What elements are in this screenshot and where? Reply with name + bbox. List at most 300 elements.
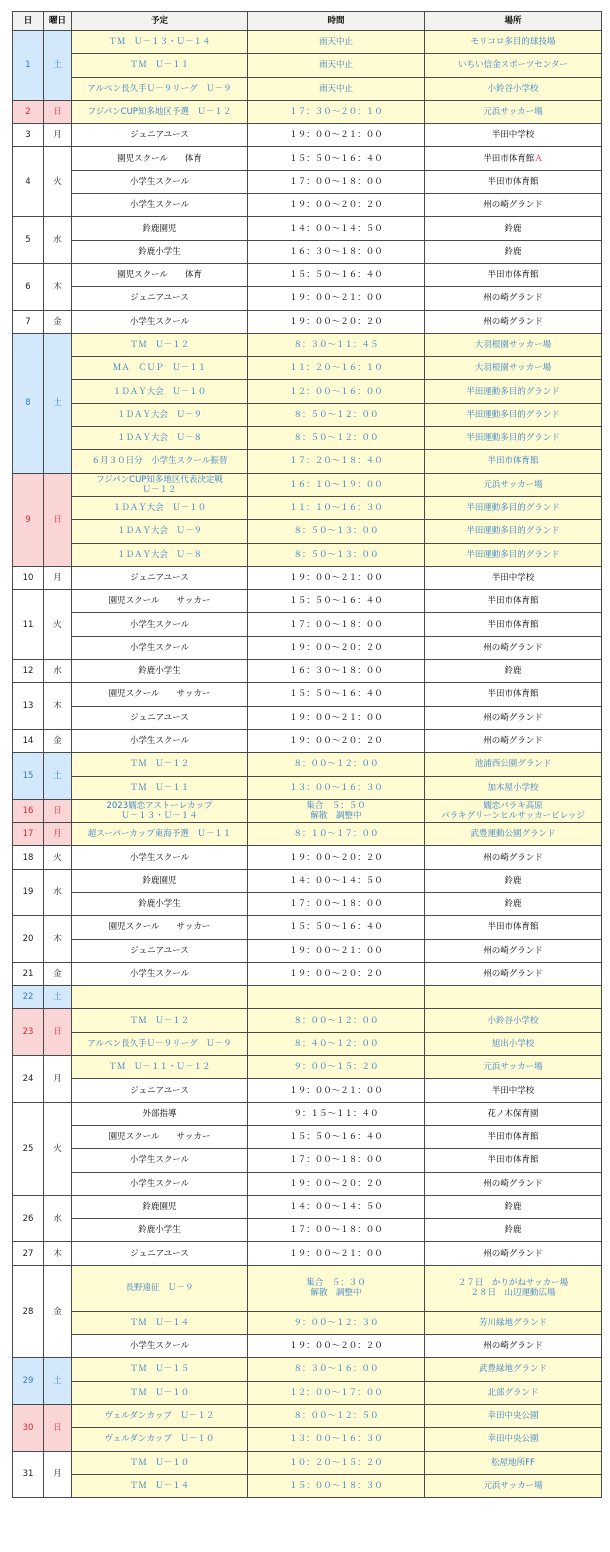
table-row bbox=[13, 240, 602, 263]
weekday-cell: 水 bbox=[44, 1195, 72, 1242]
event-time: １１：１０～１６：３０ bbox=[248, 496, 425, 519]
event-place: 加木屋小学校 bbox=[425, 776, 602, 799]
event-place: 州の崎グランド bbox=[425, 1242, 602, 1265]
table-row bbox=[13, 823, 602, 846]
event-place: 半田市体育館 bbox=[425, 263, 602, 286]
table-row bbox=[13, 1009, 602, 1032]
event-plan: ジュニアユース bbox=[72, 706, 248, 729]
event-plan: 鈴鹿小学生 bbox=[72, 240, 248, 263]
event-place: 半田中学校 bbox=[425, 1079, 602, 1102]
table-row bbox=[13, 939, 602, 962]
event-time: １５：５０～１６：４０ bbox=[248, 590, 425, 613]
event-place: 鈴鹿 bbox=[425, 240, 602, 263]
event-place: 鈴鹿 bbox=[425, 1219, 602, 1242]
event-place: 松屋地所FF bbox=[425, 1451, 602, 1474]
table-row bbox=[13, 1242, 602, 1265]
place-suffix: Ａ bbox=[534, 153, 543, 164]
day-cell: 28 bbox=[13, 1265, 44, 1358]
event-time: １１：２０～１６：１０ bbox=[248, 357, 425, 380]
event-place: 北部グランド bbox=[425, 1381, 602, 1404]
weekday-cell: 水 bbox=[44, 217, 72, 264]
event-time: ９：１５～１１：４０ bbox=[248, 1102, 425, 1125]
table-row bbox=[13, 986, 602, 1009]
table-row bbox=[13, 77, 602, 100]
event-place: 嬬恋パラキ高原 パラキグリーンヒルサッカービレッジ bbox=[425, 799, 602, 822]
event-plan: 園児スクール サッカー bbox=[72, 590, 248, 613]
event-time: ８：５０～１２：００ bbox=[248, 403, 425, 426]
event-time: １９：００～２０：２０ bbox=[248, 636, 425, 659]
event-plan: ＴＭ Ｕ－１１・Ｕ－１２ bbox=[72, 1056, 248, 1079]
table-row bbox=[13, 54, 602, 77]
weekday-cell: 木 bbox=[44, 263, 72, 310]
table-row bbox=[13, 916, 602, 939]
day-cell: 24 bbox=[13, 1056, 44, 1103]
day-cell: 16 bbox=[13, 799, 44, 822]
event-time: 集合 ５：３０ 解散 調整中 bbox=[248, 1265, 425, 1311]
event-place: 州の崎グランド bbox=[425, 962, 602, 985]
table-row bbox=[13, 729, 602, 752]
event-time: ８：３０～１６：００ bbox=[248, 1358, 425, 1381]
event-plan: 鈴鹿園児 bbox=[72, 217, 248, 240]
event-place: 半田市体育館 bbox=[425, 170, 602, 193]
event-time: １９：００～２１：００ bbox=[248, 706, 425, 729]
weekday-cell: 火 bbox=[44, 846, 72, 869]
table-row bbox=[13, 194, 602, 217]
event-plan: 小学生スクール bbox=[72, 962, 248, 985]
event-place: 芳川緑地グランド bbox=[425, 1311, 602, 1334]
weekday-cell: 土 bbox=[44, 986, 72, 1009]
event-place: 半田運動多目的グランド bbox=[425, 496, 602, 519]
event-place: 州の崎グランド bbox=[425, 636, 602, 659]
event-time: １７：００～１８：００ bbox=[248, 613, 425, 636]
event-place: 花ノ木保育園 bbox=[425, 1102, 602, 1125]
day-cell: 12 bbox=[13, 660, 44, 683]
day-cell: 30 bbox=[13, 1404, 44, 1451]
event-time: １２：００～１６：００ bbox=[248, 380, 425, 403]
day-cell: 31 bbox=[13, 1451, 44, 1498]
table-row bbox=[13, 1172, 602, 1195]
event-place: 半田市体育館Ａ bbox=[425, 147, 602, 170]
event-time: １５：５０～１６：４０ bbox=[248, 147, 425, 170]
event-plan: 鈴鹿小学生 bbox=[72, 892, 248, 915]
event-plan: アルペン長久手Ｕ－９リーグ Ｕ－９ bbox=[72, 77, 248, 100]
table-row bbox=[13, 1451, 602, 1474]
table-row bbox=[13, 636, 602, 659]
event-time: １７：００～１８：００ bbox=[248, 1149, 425, 1172]
day-cell: 14 bbox=[13, 729, 44, 752]
table-row bbox=[13, 357, 602, 380]
event-plan: 小学生スクール bbox=[72, 1149, 248, 1172]
event-plan: 鈴鹿小学生 bbox=[72, 1219, 248, 1242]
day-cell: 15 bbox=[13, 753, 44, 800]
event-place: 大羽根園サッカー場 bbox=[425, 357, 602, 380]
table-row bbox=[13, 1381, 602, 1404]
table-row bbox=[13, 520, 602, 543]
table-row bbox=[13, 1056, 602, 1079]
table-row bbox=[13, 427, 602, 450]
event-plan: ジュニアユース bbox=[72, 566, 248, 589]
event-time: １９：００～２０：２０ bbox=[248, 846, 425, 869]
event-place: 小鈴谷小学校 bbox=[425, 77, 602, 100]
event-place: 鈴鹿 bbox=[425, 660, 602, 683]
event-time: １９：００～２０：２０ bbox=[248, 310, 425, 333]
event-time: ８：００～１２：００ bbox=[248, 1009, 425, 1032]
day-cell: 7 bbox=[13, 310, 44, 333]
event-time: １６：３０～１８：００ bbox=[248, 240, 425, 263]
event-time: １９：００～２０：２０ bbox=[248, 1172, 425, 1195]
weekday-cell: 火 bbox=[44, 590, 72, 660]
header-time: 時間 bbox=[248, 12, 425, 31]
day-cell: 10 bbox=[13, 566, 44, 589]
table-row bbox=[13, 170, 602, 193]
event-plan: ＴＭ Ｕ－１５ bbox=[72, 1358, 248, 1381]
event-place: 半田市体育館 bbox=[425, 450, 602, 473]
event-plan: ＴＭ Ｕ－１１ bbox=[72, 776, 248, 799]
event-plan: ジュニアユース bbox=[72, 1079, 248, 1102]
day-cell: 5 bbox=[13, 217, 44, 264]
event-time: １７：００～１８：００ bbox=[248, 1219, 425, 1242]
table-row bbox=[13, 1335, 602, 1358]
header-place: 場所 bbox=[425, 12, 602, 31]
table-row bbox=[13, 473, 602, 496]
weekday-cell: 火 bbox=[44, 1102, 72, 1195]
weekday-cell: 水 bbox=[44, 869, 72, 916]
table-row bbox=[13, 450, 602, 473]
day-cell: 22 bbox=[13, 986, 44, 1009]
weekday-cell: 土 bbox=[44, 1358, 72, 1405]
event-plan: ＴＭ Ｕ－１２ bbox=[72, 753, 248, 776]
event-time bbox=[248, 986, 425, 1009]
weekday-cell: 金 bbox=[44, 729, 72, 752]
header-day: 日 bbox=[13, 12, 44, 31]
event-time: ８：５０～１３：００ bbox=[248, 520, 425, 543]
weekday-cell: 土 bbox=[44, 333, 72, 473]
event-place: 半田運動多目的グランド bbox=[425, 543, 602, 566]
event-place: 州の崎グランド bbox=[425, 1172, 602, 1195]
event-place: 半田運動多目的グランド bbox=[425, 427, 602, 450]
event-time: １９：００～２１：００ bbox=[248, 566, 425, 589]
event-place: 半田市体育館 bbox=[425, 1149, 602, 1172]
event-time: 雨天中止 bbox=[248, 77, 425, 100]
weekday-cell: 月 bbox=[44, 1056, 72, 1103]
table-row bbox=[13, 962, 602, 985]
table-row bbox=[13, 333, 602, 356]
day-cell: 23 bbox=[13, 1009, 44, 1056]
event-time: ８：５０～１３：００ bbox=[248, 543, 425, 566]
event-place: 旭出小学校 bbox=[425, 1032, 602, 1055]
event-time: １９：００～２０：２０ bbox=[248, 729, 425, 752]
day-cell: 18 bbox=[13, 846, 44, 869]
weekday-cell: 金 bbox=[44, 1265, 72, 1358]
event-plan: 園児スクール サッカー bbox=[72, 916, 248, 939]
event-plan: ＴＭ Ｕ－１３・Ｕ－１４ bbox=[72, 31, 248, 54]
header-row bbox=[13, 12, 602, 31]
event-time: １７：００～１８：００ bbox=[248, 170, 425, 193]
table-row bbox=[13, 1428, 602, 1451]
event-place: 鈴鹿 bbox=[425, 1195, 602, 1218]
event-place: 半田市体育館 bbox=[425, 1125, 602, 1148]
table-row bbox=[13, 124, 602, 147]
event-plan: 小学生スクール bbox=[72, 194, 248, 217]
event-time: ８：３０～１１：４５ bbox=[248, 333, 425, 356]
event-plan: ヴェルダンカップ Ｕ－１０ bbox=[72, 1428, 248, 1451]
table-row bbox=[13, 263, 602, 286]
weekday-cell: 土 bbox=[44, 753, 72, 800]
event-place bbox=[425, 986, 602, 1009]
event-place: 武豊運動公園グランド bbox=[425, 823, 602, 846]
event-plan: ６月３０日分 小学生スクール振替 bbox=[72, 450, 248, 473]
event-place: 大羽根園サッカー場 bbox=[425, 333, 602, 356]
event-plan: 小学生スクール bbox=[72, 310, 248, 333]
event-time: １０：２０～１５：２０ bbox=[248, 1451, 425, 1474]
event-plan: １ＤＡＹ大会 Ｕ－１０ bbox=[72, 496, 248, 519]
event-plan: ヴェルダンカップ Ｕ－１２ bbox=[72, 1404, 248, 1427]
event-place: 半田運動多目的グランド bbox=[425, 403, 602, 426]
table-row bbox=[13, 217, 602, 240]
weekday-cell: 日 bbox=[44, 1009, 72, 1056]
event-time: １９：００～２１：００ bbox=[248, 939, 425, 962]
day-cell: 20 bbox=[13, 916, 44, 963]
table-row bbox=[13, 776, 602, 799]
event-plan: １ＤＡＹ大会 Ｕ－８ bbox=[72, 427, 248, 450]
event-plan: 小学生スクール bbox=[72, 613, 248, 636]
day-cell: 19 bbox=[13, 869, 44, 916]
table-row bbox=[13, 869, 602, 892]
table-row bbox=[13, 287, 602, 310]
table-row bbox=[13, 1311, 602, 1334]
table-row bbox=[13, 753, 602, 776]
day-cell: 11 bbox=[13, 590, 44, 660]
event-plan bbox=[72, 986, 248, 1009]
event-place: 半田市体育館 bbox=[425, 683, 602, 706]
event-place: 元浜サッカー場 bbox=[425, 100, 602, 123]
table-row bbox=[13, 683, 602, 706]
event-place: 鈴鹿 bbox=[425, 869, 602, 892]
header-plan: 予定 bbox=[72, 12, 248, 31]
event-time: ８：４０～１２：００ bbox=[248, 1032, 425, 1055]
event-plan: 園児スクール 体育 bbox=[72, 147, 248, 170]
day-cell: 2 bbox=[13, 100, 44, 123]
event-time: １５：５０～１６：４０ bbox=[248, 1125, 425, 1148]
event-place: 鈴鹿 bbox=[425, 217, 602, 240]
event-time: ８：００～１２：００ bbox=[248, 753, 425, 776]
event-plan: １ＤＡＹ大会 Ｕ－８ bbox=[72, 543, 248, 566]
event-time: 雨天中止 bbox=[248, 54, 425, 77]
day-cell: 21 bbox=[13, 962, 44, 985]
event-plan: ジュニアユース bbox=[72, 287, 248, 310]
table-row bbox=[13, 1219, 602, 1242]
event-plan: ＴＭ Ｕ－１１ bbox=[72, 54, 248, 77]
event-place: 州の崎グランド bbox=[425, 1335, 602, 1358]
table-row bbox=[13, 1195, 602, 1218]
weekday-cell: 金 bbox=[44, 310, 72, 333]
event-plan: ジュニアユース bbox=[72, 939, 248, 962]
table-row bbox=[13, 543, 602, 566]
event-place: いちい信金スポーツセンター bbox=[425, 54, 602, 77]
weekday-cell: 金 bbox=[44, 962, 72, 985]
event-place: ２７日 かりがねサッカー場 ２８日 山辺運動広場 bbox=[425, 1265, 602, 1311]
table-row bbox=[13, 31, 602, 54]
weekday-cell: 日 bbox=[44, 100, 72, 123]
event-plan: 鈴鹿園児 bbox=[72, 869, 248, 892]
table-row bbox=[13, 310, 602, 333]
day-cell: 17 bbox=[13, 823, 44, 846]
event-plan: 園児スクール サッカー bbox=[72, 683, 248, 706]
table-row bbox=[13, 1265, 602, 1311]
event-time: １９：００～２１：００ bbox=[248, 1242, 425, 1265]
table-row bbox=[13, 403, 602, 426]
table-row bbox=[13, 846, 602, 869]
event-plan: 外部指導 bbox=[72, 1102, 248, 1125]
event-place: 元浜サッカー場 bbox=[425, 1056, 602, 1079]
day-cell: 29 bbox=[13, 1358, 44, 1405]
event-plan: ＴＭ Ｕ－１２ bbox=[72, 333, 248, 356]
event-time: 雨天中止 bbox=[248, 31, 425, 54]
event-time: １７：２０～１８：４０ bbox=[248, 450, 425, 473]
event-time: １３：００～１６：３０ bbox=[248, 776, 425, 799]
weekday-cell: 日 bbox=[44, 473, 72, 566]
event-time: １５：５０～１６：４０ bbox=[248, 916, 425, 939]
event-time: １５：５０～１６：４０ bbox=[248, 683, 425, 706]
day-cell: 26 bbox=[13, 1195, 44, 1242]
event-plan: ＴＭ Ｕ－１０ bbox=[72, 1381, 248, 1404]
schedule-table bbox=[12, 11, 602, 1498]
event-plan: 小学生スクール bbox=[72, 1172, 248, 1195]
event-time: ８：５０～１２：００ bbox=[248, 427, 425, 450]
weekday-cell: 日 bbox=[44, 799, 72, 822]
event-time: １４：００～１４：５０ bbox=[248, 217, 425, 240]
table-row bbox=[13, 590, 602, 613]
weekday-cell: 月 bbox=[44, 566, 72, 589]
event-time: 集合 ５：５０ 解散 調整中 bbox=[248, 799, 425, 822]
day-cell: 9 bbox=[13, 473, 44, 566]
weekday-cell: 月 bbox=[44, 124, 72, 147]
event-plan: ＴＭ Ｕ－１０ bbox=[72, 1451, 248, 1474]
event-place: 小鈴谷小学校 bbox=[425, 1009, 602, 1032]
event-time: ８：１０～１７：００ bbox=[248, 823, 425, 846]
event-time: １７：３０～２０：１０ bbox=[248, 100, 425, 123]
day-cell: 8 bbox=[13, 333, 44, 473]
table-row bbox=[13, 1102, 602, 1125]
event-place: 半田市体育館 bbox=[425, 613, 602, 636]
event-time: １９：００～２１：００ bbox=[248, 124, 425, 147]
event-time: １７：００～１８：００ bbox=[248, 892, 425, 915]
event-plan: ＴＭ Ｕ－１４ bbox=[72, 1474, 248, 1497]
weekday-cell: 土 bbox=[44, 31, 72, 101]
weekday-cell: 木 bbox=[44, 1242, 72, 1265]
event-plan: 園児スクール 体育 bbox=[72, 263, 248, 286]
table-row bbox=[13, 1358, 602, 1381]
event-time: １６：１０～１９：００ bbox=[248, 473, 425, 496]
day-cell: 4 bbox=[13, 147, 44, 217]
table-row bbox=[13, 1149, 602, 1172]
event-place: 州の崎グランド bbox=[425, 287, 602, 310]
event-plan: １ＤＡＹ大会 Ｕ－１０ bbox=[72, 380, 248, 403]
event-place: 半田中学校 bbox=[425, 566, 602, 589]
table-row bbox=[13, 799, 602, 822]
event-time: １４：００～１４：５０ bbox=[248, 869, 425, 892]
event-place: 州の崎グランド bbox=[425, 194, 602, 217]
event-time: ９：００～１５：２０ bbox=[248, 1056, 425, 1079]
event-plan: 小学生スクール bbox=[72, 170, 248, 193]
weekday-cell: 月 bbox=[44, 1451, 72, 1498]
weekday-cell: 水 bbox=[44, 660, 72, 683]
event-plan: １ＤＡＹ大会 Ｕ－９ bbox=[72, 520, 248, 543]
event-plan: 小学生スクール bbox=[72, 846, 248, 869]
event-plan: 2023嬬恋アストーレカップ Ｕ－１３・Ｕ－１４ bbox=[72, 799, 248, 822]
event-place: 幸田中央公園 bbox=[425, 1428, 602, 1451]
event-time: １４：００～１４：５０ bbox=[248, 1195, 425, 1218]
event-plan: 超スーパーカップ東海予選 Ｕ－１１ bbox=[72, 823, 248, 846]
table-row bbox=[13, 892, 602, 915]
table-row bbox=[13, 566, 602, 589]
event-plan: 小学生スクール bbox=[72, 636, 248, 659]
event-place: 池浦西公園グランド bbox=[425, 753, 602, 776]
event-plan: 鈴鹿小学生 bbox=[72, 660, 248, 683]
day-cell: 13 bbox=[13, 683, 44, 730]
event-place: 州の崎グランド bbox=[425, 939, 602, 962]
event-time: １９：００～２０：２０ bbox=[248, 194, 425, 217]
event-time: １２：００～１７：００ bbox=[248, 1381, 425, 1404]
event-place: 半田運動多目的グランド bbox=[425, 380, 602, 403]
event-place: モリコロ多目的球技場 bbox=[425, 31, 602, 54]
event-plan: 園児スクール サッカー bbox=[72, 1125, 248, 1148]
day-cell: 3 bbox=[13, 124, 44, 147]
table-row bbox=[13, 1079, 602, 1102]
event-time: １６：３０～１８：００ bbox=[248, 660, 425, 683]
event-place: 元浜サッカー場 bbox=[425, 473, 602, 496]
event-plan: 長野遠征 Ｕ－９ bbox=[72, 1265, 248, 1311]
event-plan: フジパンCUP知多地区予選 Ｕ－１２ bbox=[72, 100, 248, 123]
event-time: １５：５０～１６：４０ bbox=[248, 263, 425, 286]
event-plan: アルペン長久手Ｕ－９リーグ Ｕ－９ bbox=[72, 1032, 248, 1055]
event-time: １３：００～１６：３０ bbox=[248, 1428, 425, 1451]
table-row bbox=[13, 1474, 602, 1497]
table-row bbox=[13, 100, 602, 123]
weekday-cell: 木 bbox=[44, 683, 72, 730]
weekday-cell: 月 bbox=[44, 823, 72, 846]
day-cell: 1 bbox=[13, 31, 44, 101]
table-row bbox=[13, 1125, 602, 1148]
event-place: 半田運動多目的グランド bbox=[425, 520, 602, 543]
event-time: １９：００～２１：００ bbox=[248, 287, 425, 310]
table-row bbox=[13, 496, 602, 519]
event-plan: １ＤＡＹ大会 Ｕ－９ bbox=[72, 403, 248, 426]
event-time: １９：００～２１：００ bbox=[248, 1079, 425, 1102]
table-row bbox=[13, 1404, 602, 1427]
event-place: 武豊緑地グランド bbox=[425, 1358, 602, 1381]
event-place: 州の崎グランド bbox=[425, 310, 602, 333]
event-plan: ＭＡ ＣＵＰ Ｕ－１１ bbox=[72, 357, 248, 380]
header-weekday: 曜日 bbox=[44, 12, 72, 31]
event-plan: ジュニアユース bbox=[72, 124, 248, 147]
event-time: ９：００～１２：３０ bbox=[248, 1311, 425, 1334]
event-place: 州の崎グランド bbox=[425, 729, 602, 752]
table-row bbox=[13, 1032, 602, 1055]
event-time: １９：００～２０：２０ bbox=[248, 962, 425, 985]
day-cell: 27 bbox=[13, 1242, 44, 1265]
weekday-cell: 火 bbox=[44, 147, 72, 217]
event-time: ８：００～１２：５０ bbox=[248, 1404, 425, 1427]
event-plan: ＴＭ Ｕ－１４ bbox=[72, 1311, 248, 1334]
day-cell: 6 bbox=[13, 263, 44, 310]
table-row bbox=[13, 706, 602, 729]
event-place: 幸田中央公園 bbox=[425, 1404, 602, 1427]
event-place: 州の崎グランド bbox=[425, 846, 602, 869]
event-place: 元浜サッカー場 bbox=[425, 1474, 602, 1497]
event-place: 半田中学校 bbox=[425, 124, 602, 147]
event-place: 半田市体育館 bbox=[425, 916, 602, 939]
